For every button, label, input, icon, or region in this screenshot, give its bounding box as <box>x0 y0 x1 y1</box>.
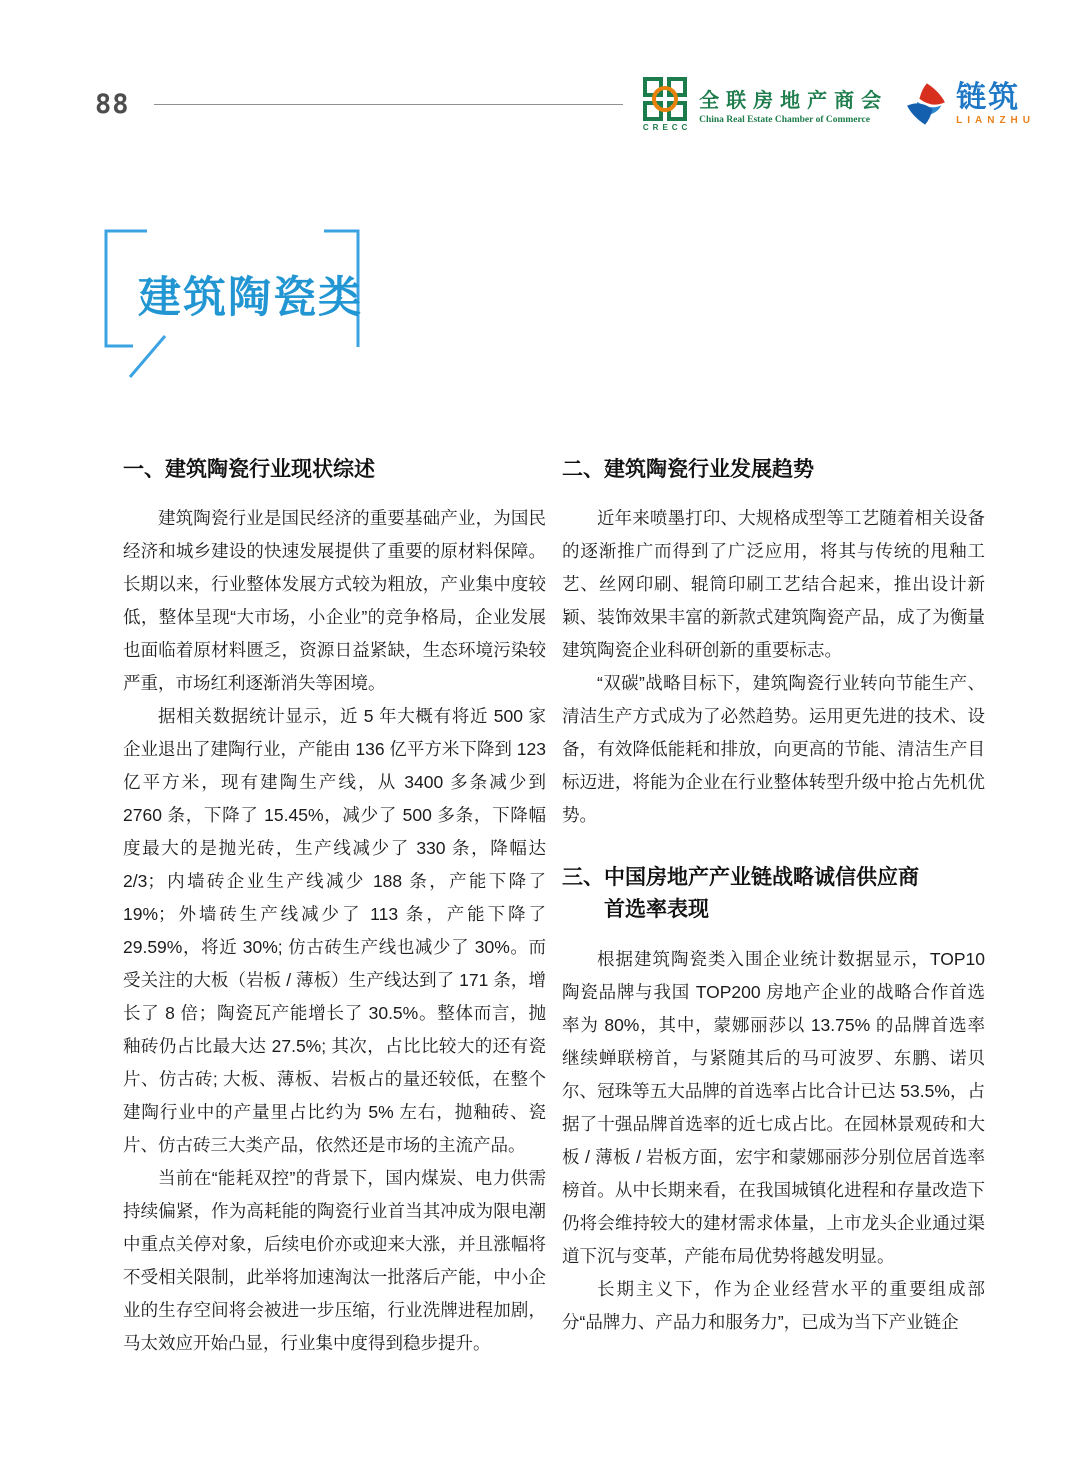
crecc-name-cn: 全联房地产商会 <box>699 89 889 112</box>
page-number: 88 <box>95 88 130 120</box>
section3-heading-number: 三、 <box>562 866 604 889</box>
crecc-squares-icon <box>643 77 687 121</box>
section2-heading: 二、建筑陶瓷行业发展趋势 <box>562 458 814 481</box>
crecc-logo-icon <box>641 77 692 132</box>
section1-paragraph: 建筑陶瓷行业是国民经济的重要基础产业，为国民经济和城乡建设的快速发展提供了重要的原材料保障。长期以来，行业整体发展方式较为粗放，产业集中度较低，整体呈现“大市场，小企业”的竞争格局，企业发展也面临着原材料匮乏，资源日益紧缺，生态环境污染较严重，市场红利逐渐消失等困境。 <box>123 508 546 693</box>
section3-heading-line2: 首选率表现 <box>604 898 709 921</box>
section2-paragraph: “双碳”战略目标下，建筑陶瓷行业转向节能生产、清洁生产方式成为了必然趋势。运用更先进的技术、设备，有效降低能耗和排放，向更高的节能、清洁生产目标迈进，将能为企业在行业整体转型升级中抢占先机优势。 <box>562 673 985 825</box>
crecc-ring-icon <box>652 86 678 112</box>
lianzhu-name-en: LIANZHU <box>956 114 1035 126</box>
section-title-block <box>103 228 361 380</box>
crecc-name-en: China Real Estate Chamber of Commerce <box>699 114 870 125</box>
section3-paragraph: 根据建筑陶瓷类入围企业统计数据显示，TOP10 陶瓷品牌与我国 TOP200 房地产企业的战略合作首选率为 80%，其中，蒙娜丽莎以 13.75% 的品牌首选率继续蝉联榜首，与紧随其后的马可波罗、东鹏、诺贝尔、冠珠等五大品牌的首选率占比合计已达 53.5%，占据了十强品牌首选率的近七成占比。在园林景观砖和大板 / 薄板 / 岩板方面，宏宇和蒙娜丽莎分别位居首选率榜首。从中长期来看，在我国城镇化进程和存量改造下仍将会维持较大的建材需求体量，上市龙头企业通过渠道下沉与变革，产能布局优势将越发明显。 <box>562 949 985 1266</box>
crecc-abbr: CRECC <box>642 122 692 132</box>
crecc-logo <box>641 77 888 132</box>
header-logos <box>641 77 1035 132</box>
lianzhu-name-cn: 链筑 <box>956 80 1021 114</box>
page-title: 建筑陶瓷类 <box>138 274 363 322</box>
section1-heading: 一、建筑陶瓷行业现状综述 <box>123 458 375 481</box>
lianzhu-logo <box>904 82 1035 126</box>
lianzhu-diamond-icon <box>904 82 948 126</box>
lianzhu-names <box>956 80 1035 126</box>
page-header <box>95 72 1035 136</box>
header-rule <box>154 104 624 105</box>
content-columns <box>123 455 985 1360</box>
crecc-names <box>699 84 888 125</box>
column-left <box>123 455 546 1360</box>
column-right <box>562 455 985 1360</box>
section3-heading-text <box>604 862 985 926</box>
section3-heading <box>562 862 985 926</box>
section2-paragraph: 近年来喷墨打印、大规格成型等工艺随着相关设备的逐渐推广而得到了广泛应用，将其与传统的甩釉工艺、丝网印刷、辊筒印刷工艺结合起来，推出设计新颖、装饰效果丰富的新款式建筑陶瓷产品，成了为衡量建筑陶瓷企业科研创新的重要标志。 <box>562 508 985 660</box>
section1-paragraph: 据相关数据统计显示，近 5 年大概有将近 500 家企业退出了建陶行业，产能由 136 亿平方米下降到 123 亿平方米，现有建陶生产线，从 3400 多条减少到 2760 条，下降了 15.45%，减少了 500 多条，下降幅度最大的是抛光砖，生产线减少了 330 条，降幅达 2/3；内墙砖企业生产线减少 188 条，产能下降了 19%；外墙砖生产线减少了 113 条，产能下降了 29.59%，将近 30%; 仿古砖生产线也减少了 30%。而受关注的大板（岩板 / 薄板）生产线达到了 171 条，增长了 8 倍；陶瓷瓦产能增长了 30.5%。整体而言，抛釉砖仍占比最大达 27.5%; 其次，占比比较大的还有瓷片、仿古砖; 大板、薄板、岩板占的量还较低，在整个建陶行业中的产量里占比约为 5% 左右，抛釉砖、瓷片、仿古砖三大类产品，依然还是市场的主流产品。 <box>123 706 546 1155</box>
section1-paragraph: 当前在“能耗双控”的背景下，国内煤炭、电力供需持续偏紧，作为高耗能的陶瓷行业首当其冲成为限电潮中重点关停对象，后续电价亦或迎来大涨，并且涨幅将不受相关限制，此举将加速淘汰一批落后产能，中小企业的生存空间将会被进一步压缩，行业洗牌进程加剧，马太效应开始凸显，行业集中度得到稳步提升。 <box>123 1168 546 1353</box>
section3-paragraph: 长期主义下，作为企业经营水平的重要组成部分“品牌力、产品力和服务力”，已成为当下产业链企 <box>562 1279 985 1332</box>
section3-heading-line1: 中国房地产产业链战略诚信供应商 <box>604 866 919 889</box>
